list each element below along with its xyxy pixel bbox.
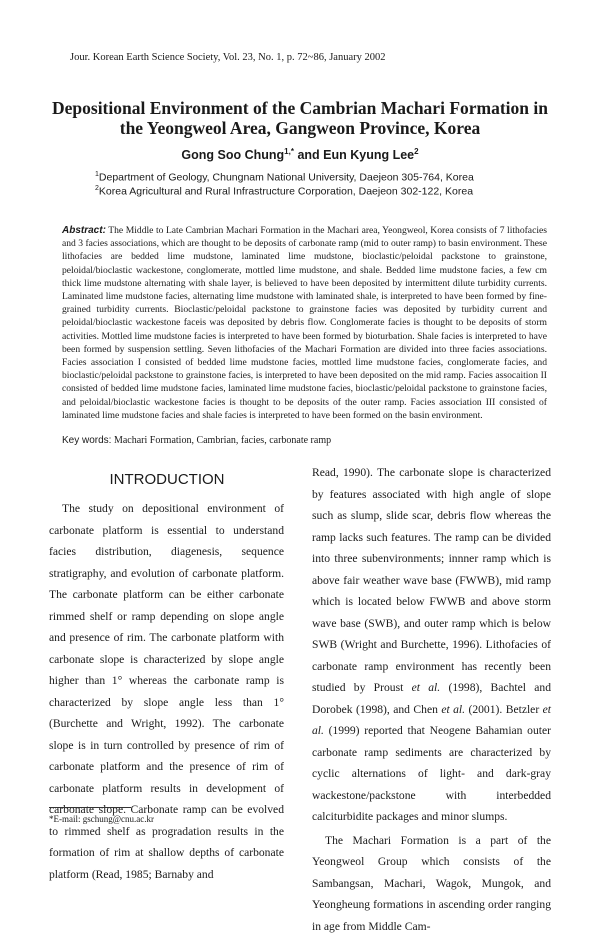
footnote-divider	[49, 807, 131, 808]
author-name: Gong Soo Chung	[181, 148, 284, 162]
abstract-label: Abstract:	[62, 225, 106, 236]
paper-title: Depositional Environment of the Cambrian Machari Formation in the Yeongweol Area, Gangweon Province, Korea	[40, 98, 560, 138]
affiliation-text: Korea Agricultural and Rural Infrastructure Corporation, Daejeon 302-122, Korea	[99, 186, 473, 198]
keywords-text: Machari Formation, Cambrian, facies, carbonate ramp	[114, 435, 331, 446]
paragraph	[312, 462, 551, 828]
paragraph-text: (2001). Betzler	[465, 703, 543, 716]
abstract	[62, 224, 547, 422]
author-line	[0, 147, 600, 162]
citation-etal: et al.	[312, 703, 551, 738]
citation-etal: et al.	[412, 681, 441, 694]
paragraph-text: (1999) reported that Neogene Bahamian outer carbonate ramp sediments are characterized by cyclic alternations of light- and dark-gray wackestone/packstone with interbedded calciturbidite packages and minor slumps.	[312, 724, 551, 823]
left-column	[49, 498, 284, 885]
abstract-text: The Middle to Late Cambrian Machari Formation in the Machari area, Yeongweol, Korea consists of 7 lithofacies and 3 facies associations, which are thought to be deposits of carbonate ramp (mid to outer ramp) to basin environment. These lithofacies are bedded lime mudstone, laminated lime mudstone, bioclastic/peloidal packstone to grainstone, peloidal/bioclastic wackestone, conglomerate, mottled lime mudstone, and shale. Bedded lime mudstone facies, a few cm thick lime mudstone alternating with shale layer, is believed to have been deposited by intermittent dilute turbidity currents. Laminated lime mudstone facies, alternating lime mudstone with laminated shale, is interpreted to have been formed by fine-grained turbidity currents. Bioclastic/peloidal packstone to grainstone facies was deposited by turbidity current and peloidal/bioclastic wackestone faceis was deposited by debris flow. Conglomerate facies is thought to be deposits of storm activities. Mottled lime mudstone facies is interpreted to have been formed by bioturbation. Shale facies is interpreted to have been formed by suspension settling. Seven lithofacies of the Machari Formation are divided into three facies associations. Facies association I consisted of bedded lime mudstone facies, mottled lime mudstone facies, conglomerate facies, and bioclastic/peloidal packstone to grainstone facies, is interpreted to have been deposited on the mid ramp. Facies assocaition II consisted of bedded lime mudstone facies, laminated lime mudstone facies, bioclastic/peloidal packstone to grainstone facies, and peloidal/bioclastic wackestone facies is thought to be deposits of the outer ramp. Facies association III consisted of laminated lime mudstone facies and shale facies is interpreted to have been formed on the basin environment.	[62, 225, 547, 421]
affiliation-text: Department of Geology, Chungnam National University, Daejeon 305-764, Korea	[99, 172, 474, 184]
keywords-label: Key words:	[62, 435, 111, 446]
footnote-email: *E-mail: gschung@cnu.ac.kr	[49, 814, 154, 824]
paragraph-text: Read, 1990). The carbonate slope is characterized by features associated with high angle of slope such as slump, slide scar, debris flow whereas the ramp lacks such features. The ramp can be divided into three subenvironments; innner ramp which is above fair weather wave base (FWWB), mid ramp which is located below FWWB and above storm wave base (SWB), and outer ramp which is below SWB (Wright and Burchette, 1996). Lithofacies of carbonate ramp environment has recently been studied by Proust	[312, 466, 551, 694]
citation-etal: et al.	[441, 703, 465, 716]
affiliation-2	[95, 182, 515, 199]
author-affiliation-mark: 2	[414, 147, 418, 156]
section-heading: INTRODUCTION	[62, 471, 272, 488]
keywords	[62, 435, 331, 446]
journal-citation: Jour. Korean Earth Science Society, Vol. 23, No. 1, p. 72~86, January 2002	[70, 52, 385, 63]
author-conjunction: and	[294, 148, 323, 162]
right-column	[312, 462, 551, 937]
affiliation-number: 1	[95, 171, 99, 178]
paragraph: The Machari Formation is a part of the Yeongweol Group which consists of the Sambangsan, Machari, Wagok, Mungok, and Yeongheung formations in ascending order ranging in age from Middle Cam-	[312, 830, 551, 937]
author-affiliation-mark: 1,*	[284, 147, 294, 156]
affiliation-number: 2	[95, 185, 99, 192]
paragraph-text: (1998), Bachtel and Dorobek (1998), and Chen	[312, 681, 551, 716]
author-name: Eun Kyung Lee	[323, 148, 414, 162]
paragraph: The study on depositional environment of carbonate platform is essential to understand facies distribution, diagenesis, sequence stratigraphy, and evolution of carbonate platform. The carbonate platform can be either carbonate rimmed shelf or ramp depending on slope angle and presence of rim. The carbonate platform with carbonate slope is characterized by slope angle higher than 1° whereas the carbonate ramp is characterized by slope angle less than 1° (Burchette and Wright, 1992). The carbonate slope is in turn controlled by presence of rim of carbonate platform and the presence of rim of carbonate platform results in development of carbonate slope. Carbonate ramp can be evolved to rimmed shelf as progradation results in the formation of rim at shallow depths of carbonate platform (Read, 1985; Barnaby and	[49, 498, 284, 885]
